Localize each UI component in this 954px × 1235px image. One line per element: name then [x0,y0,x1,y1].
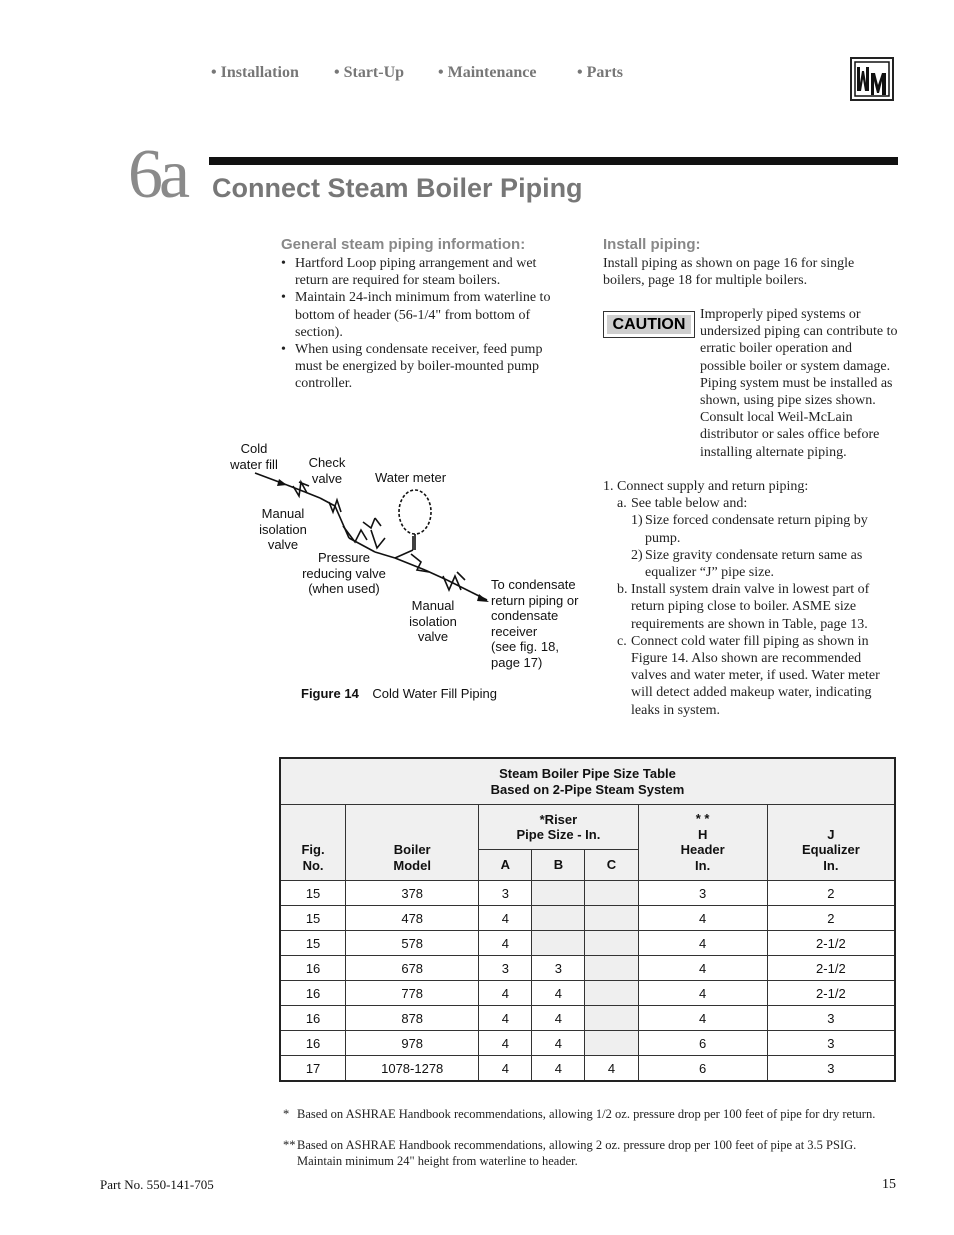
table-cell: 4 [479,931,532,956]
table-row [280,1031,895,1056]
table-cell: 2-1/2 [767,931,895,956]
table-cell: 16 [280,981,346,1006]
page-number: 15 [882,1177,896,1192]
table-cell: 4 [638,981,767,1006]
table-title-line-2: Based on 2-Pipe Steam System [490,781,685,797]
table-cell [585,931,638,956]
caution-badge [603,311,695,338]
footnote-1-mark: * [283,1107,290,1121]
table-cell: 16 [280,1031,346,1056]
table-cell: 4 [532,1056,585,1082]
table-cell [532,906,585,931]
table-cell [585,981,638,1006]
label-check-valve: Check valve [308,455,346,486]
figure-number: Figure 14 [301,686,359,701]
table-cell: 6 [638,1056,767,1082]
table-cell: 4 [585,1056,638,1082]
table-cell: 2 [767,881,895,906]
table-cell: 478 [346,906,479,931]
table-cell [585,881,638,906]
nav-item-installation: • Installation [211,64,299,81]
col-equalizer: J Equalizer In. [767,805,895,881]
table-cell [585,906,638,931]
label-pressure-reducing-valve: Pressure reducing valve (when used) [302,550,386,596]
pipe-size-table [279,757,896,1082]
table-cell: 6 [638,1031,767,1056]
table-title [280,758,895,805]
table-cell: 4 [479,1056,532,1082]
label-manual-isolation-2: Manual isolation valve [409,598,457,644]
col-a: A [479,850,532,881]
table-cell: 4 [638,956,767,981]
caution-label: CAUTION [607,315,691,334]
step-1c: c. Connect cold water fill piping as shown in Figure 14. Also shown are recommended valves and water meter, if used. Water meter will detect added makeup water, indicating leaks in system. [617,633,880,718]
table-cell: 4 [638,1006,767,1031]
nav-item-start-up: • Start-Up [334,64,405,81]
table-row [280,881,895,906]
figure-14 [225,430,595,680]
general-heading: General steam piping information: [281,236,526,253]
col-fig-no: Fig. No. [280,805,346,881]
install-heading: Install piping: [603,236,701,253]
table-title-line-1: Steam Boiler Pipe Size Table [499,766,676,781]
table-cell [585,1006,638,1031]
bullet-item: • When using condensate receiver, feed pump must be energized by boiler-mounted pump controller. [281,341,571,393]
nav-item-maintenance: • Maintenance [438,64,537,81]
label-cold-water-fill: Cold water fill [230,441,278,472]
label-manual-isolation-1: Manual isolation valve [259,506,307,552]
table-cell: 16 [280,1006,346,1031]
step-1a-2: 2) Size gravity condensate return same as equalizer “J” pipe size. [631,547,863,581]
section-rule [209,157,898,165]
col-riser: *Riser Pipe Size - In. [479,805,638,850]
table-row [280,956,895,981]
label-water-meter: Water meter [375,470,447,485]
figure-title: Cold Water Fill Piping [372,686,497,701]
table-cell: 3 [479,956,532,981]
col-b: B [532,850,585,881]
table-cell [585,956,638,981]
table-cell: 678 [346,956,479,981]
page-title: Connect Steam Boiler Piping [212,173,583,203]
table-cell [532,881,585,906]
table-cell: 15 [280,906,346,931]
table-cell: 978 [346,1031,479,1056]
col-boiler-model: Boiler Model [346,805,479,881]
general-bullets [281,255,571,393]
table-cell: 2-1/2 [767,956,895,981]
table-cell: 3 [767,1056,895,1082]
bullet-item: • Maintain 24-inch minimum from waterline to bottom of header (56-1/4" from bottom of section). [281,289,571,341]
step-1a: a. See table below and: [617,496,748,512]
table-row [280,1056,895,1082]
step-1b: b. Install system drain valve in lowest part of return piping close to boiler. ASME size requirements are shown in Table, page 13. [617,582,870,632]
table-cell: 4 [638,931,767,956]
table-cell: 378 [346,881,479,906]
footnote-1-text: Based on ASHRAE Handbook recommendations, allowing 1/2 oz. pressure drop per 100 feet of pipe for dry return. [297,1107,876,1121]
table-cell: 3 [767,1006,895,1031]
table-cell: 4 [532,1031,585,1056]
step-1a-1: 1) Size forced condensate return piping by pump. [631,513,868,546]
install-steps [603,478,898,719]
table-cell: 3 [532,956,585,981]
table-cell: 778 [346,981,479,1006]
section-number: 6a [128,136,187,213]
table-cell: 4 [638,906,767,931]
caution-text: Improperly piped systems or undersized piping can contribute to erratic boiler operation and possible boiler or system damage. Piping system must be installed as shown, using pipe sizes shown. Consult local Weil-McLain distributor or sales office before installing alternate piping. [700,307,898,460]
table-cell: 4 [479,981,532,1006]
col-header: * * H Header In. [638,805,767,881]
bullet-item: • Hartford Loop piping arrangement and wet return are required for steam boilers. [281,255,571,289]
table-cell: 578 [346,931,479,956]
table-cell: 2 [767,906,895,931]
table-cell: 4 [532,1006,585,1031]
table-cell: 17 [280,1056,346,1082]
part-number: Part No. 550-141-705 [100,1177,214,1192]
logo-mark-icon [852,59,892,99]
table-cell: 3 [638,881,767,906]
footnote-2-text: Based on ASHRAE Handbook recommendations, allowing 2 oz. pressure drop per 100 feet of pipe at 3.5 PSIG. Maintain minimum 24" height from waterline to header. [297,1138,857,1168]
table-cell: 4 [532,981,585,1006]
table-cell: 15 [280,881,346,906]
table-cell: 4 [479,1031,532,1056]
footnote-2 [283,1137,893,1169]
nav-item-parts: • Parts [577,64,624,81]
label-to-condensate: To condensate return piping or condensate receiver (see fig. 18, page 17) [491,577,579,670]
brand-logo [850,57,894,101]
table-cell: 16 [280,956,346,981]
table-cell: 1078-1278 [346,1056,479,1082]
table-row [280,906,895,931]
table-row [280,931,895,956]
table-row [280,1006,895,1031]
table-cell [585,1031,638,1056]
figure-caption [301,686,497,701]
col-c: C [585,850,638,881]
table-cell: 4 [479,906,532,931]
table-cell: 3 [767,1031,895,1056]
table-cell [532,931,585,956]
table-cell: 3 [479,881,532,906]
step-1: 1. Connect supply and return piping: [603,479,809,494]
table-cell: 15 [280,931,346,956]
footnote-2-mark: ** [283,1138,296,1152]
table-body [280,881,895,1082]
table-cell: 4 [479,1006,532,1031]
table-cell: 878 [346,1006,479,1031]
table-cell: 2-1/2 [767,981,895,1006]
footnote-1 [283,1106,903,1122]
table-row [280,981,895,1006]
install-intro: Install piping as shown on page 16 for single boilers, page 18 for multiple boilers. [603,256,855,289]
